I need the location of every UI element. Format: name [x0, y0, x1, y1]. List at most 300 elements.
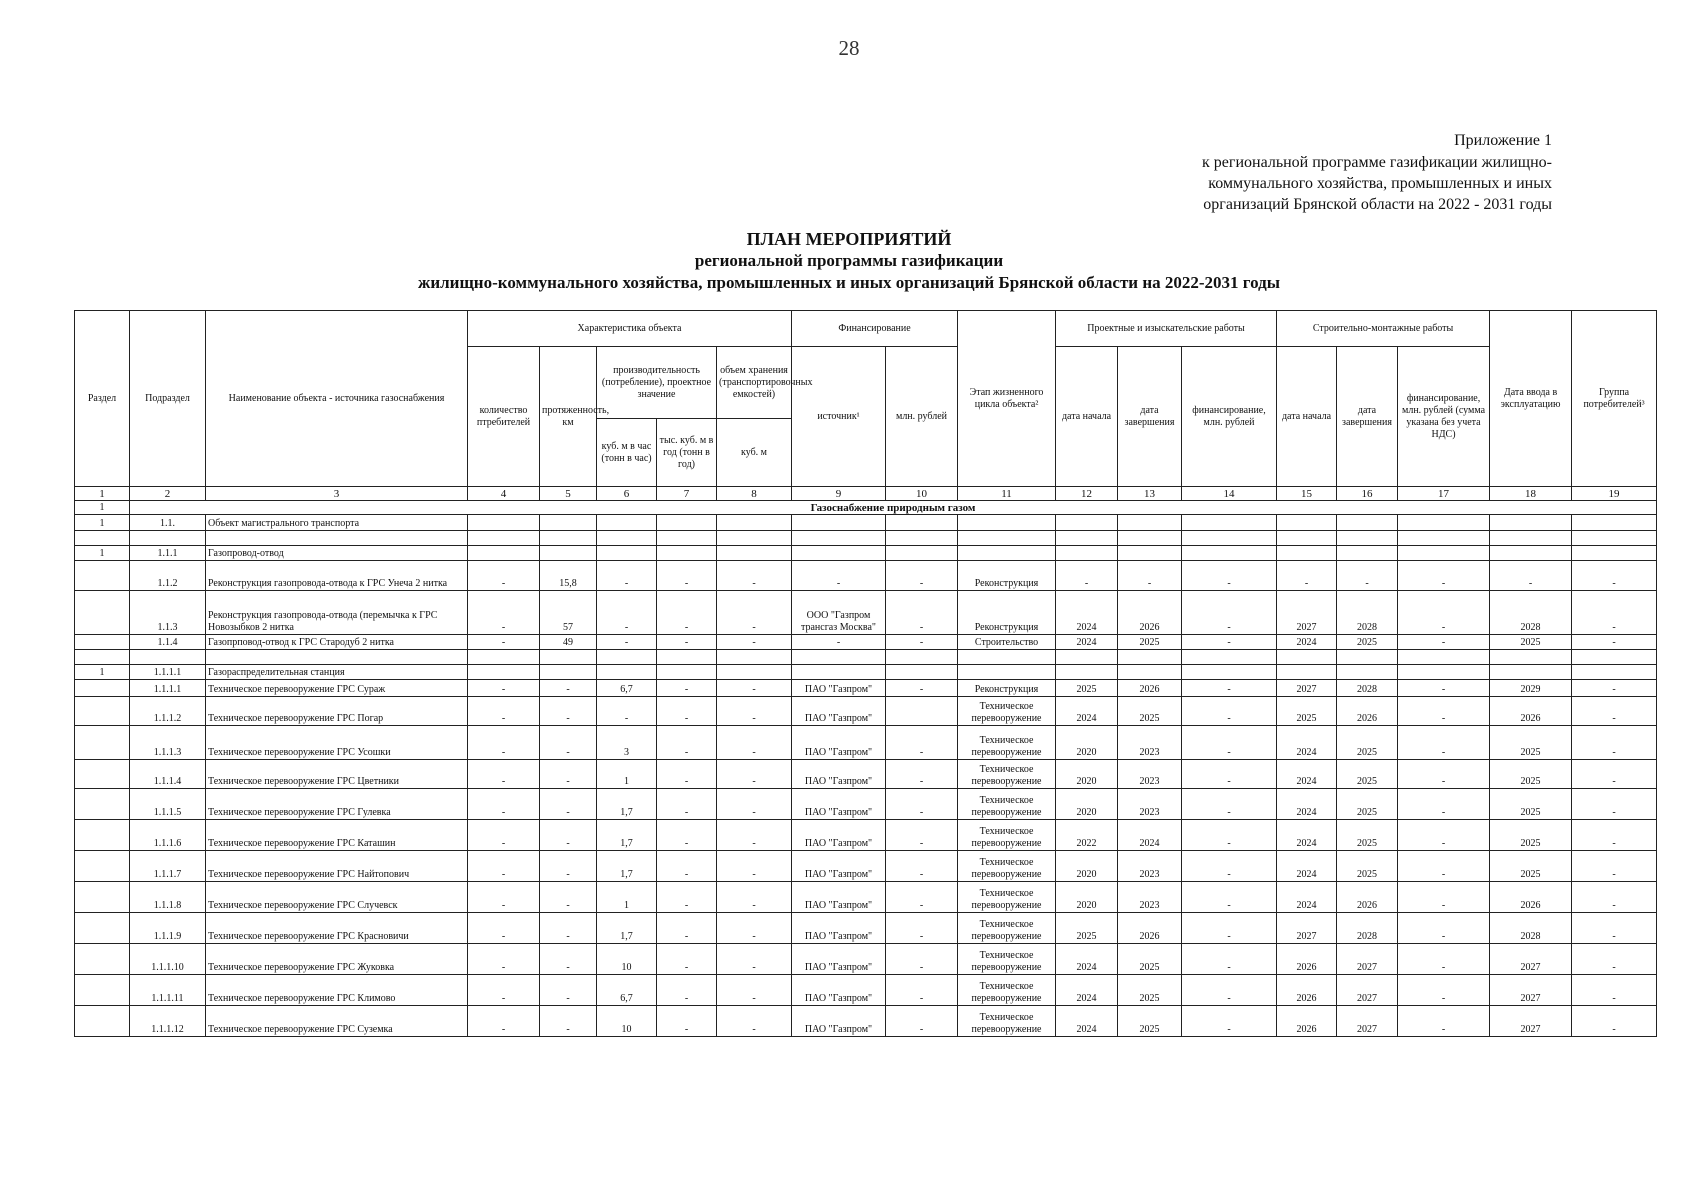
header-construction-financing: финансирование, млн. рублей (сумма указана без учета НДС) — [1398, 347, 1490, 487]
cell-col-6: - — [597, 591, 657, 635]
cell-col-6: 6,7 — [597, 680, 657, 697]
cell-col-14 — [1182, 650, 1277, 665]
cell-col-4 — [468, 665, 540, 680]
column-number: 5 — [540, 487, 597, 501]
cell-col-11: Техническое перевооружение — [958, 882, 1056, 913]
cell-col-12: 2020 — [1056, 726, 1118, 760]
cell-col-6: 1,7 — [597, 913, 657, 944]
cell-col-16 — [1337, 665, 1398, 680]
cell-col-4: - — [468, 760, 540, 789]
cell-col-8 — [717, 531, 792, 546]
cell-col-5: - — [540, 680, 597, 697]
cell-col-19: - — [1572, 760, 1657, 789]
cell-col-13 — [1118, 665, 1182, 680]
cell-col-16: 2027 — [1337, 1006, 1398, 1037]
cell-col-1 — [75, 561, 130, 591]
cell-col-10: - — [886, 591, 958, 635]
cell-col-17 — [1398, 546, 1490, 561]
cell-col-18 — [1490, 665, 1572, 680]
cell-col-3: Техническое перевооружение ГРС Усошки — [206, 726, 468, 760]
table-row — [75, 591, 1657, 635]
cell-col-10: - — [886, 789, 958, 820]
cell-col-1 — [75, 851, 130, 882]
cell-col-10: - — [886, 726, 958, 760]
cell-col-6 — [597, 546, 657, 561]
cell-col-2: 1.1.1.11 — [130, 975, 206, 1006]
cell-col-2: 1.1.1 — [130, 546, 206, 561]
cell-col-3: Техническое перевооружение ГРС Цветники — [206, 760, 468, 789]
column-number: 12 — [1056, 487, 1118, 501]
cell-col-4: - — [468, 820, 540, 851]
cell-col-6: 1 — [597, 882, 657, 913]
cell-col-3: Техническое перевооружение ГРС Найтопович — [206, 851, 468, 882]
cell-col-7: - — [657, 591, 717, 635]
cell-col-10: - — [886, 561, 958, 591]
cell-col-12: 2024 — [1056, 975, 1118, 1006]
cell-col-3: Техническое перевооружение ГРС Сураж — [206, 680, 468, 697]
cell-col-19: - — [1572, 820, 1657, 851]
cell-col-4: - — [468, 851, 540, 882]
header-design-financing: финансирование, млн. рублей — [1182, 347, 1277, 487]
cell-col-5: 15,8 — [540, 561, 597, 591]
cell-col-4: - — [468, 882, 540, 913]
cell-col-6: 1,7 — [597, 820, 657, 851]
cell-col-9: ПАО "Газпром" — [792, 851, 886, 882]
cell-col-14: - — [1182, 944, 1277, 975]
cell-col-3: Техническое перевооружение ГРС Каташин — [206, 820, 468, 851]
column-number: 13 — [1118, 487, 1182, 501]
cell-col-13: - — [1118, 561, 1182, 591]
cell-col-13: 2026 — [1118, 680, 1182, 697]
cell-col-12: 2024 — [1056, 1006, 1118, 1037]
cell-col-2: 1.1.1.5 — [130, 789, 206, 820]
table-row — [75, 913, 1657, 944]
column-number: 9 — [792, 487, 886, 501]
cell-col-9 — [792, 650, 886, 665]
cell-col-3: Газопрповод-отвод к ГРС Стародуб 2 нитка — [206, 635, 468, 650]
column-number: 4 — [468, 487, 540, 501]
cell-col-13: 2026 — [1118, 591, 1182, 635]
cell-col-8: - — [717, 680, 792, 697]
cell-col-11: Техническое перевооружение — [958, 820, 1056, 851]
header-design-start: дата начала — [1056, 347, 1118, 487]
cell-col-18: 2026 — [1490, 697, 1572, 726]
cell-col-14: - — [1182, 760, 1277, 789]
cell-col-9: ПАО "Газпром" — [792, 913, 886, 944]
cell-col-2: 1.1.1.4 — [130, 760, 206, 789]
appendix-block — [1132, 130, 1552, 215]
cell-col-1 — [75, 635, 130, 650]
cell-col-1 — [75, 650, 130, 665]
cell-col-11: Техническое перевооружение — [958, 726, 1056, 760]
cell-col-15: 2024 — [1277, 851, 1337, 882]
header-construction-works: Строительно-монтажные работы — [1277, 311, 1490, 347]
cell-col-11: Техническое перевооружение — [958, 913, 1056, 944]
cell-col-14: - — [1182, 635, 1277, 650]
table-row — [75, 680, 1657, 697]
cell-col-1 — [75, 913, 130, 944]
cell-col-14 — [1182, 546, 1277, 561]
cell-col-4: - — [468, 975, 540, 1006]
cell-col-2: 1.1.1.3 — [130, 726, 206, 760]
cell-col-6: 1,7 — [597, 851, 657, 882]
cell-col-8 — [717, 665, 792, 680]
cell-col-12 — [1056, 531, 1118, 546]
cell-col-1 — [75, 726, 130, 760]
header-financing: Финансирование — [792, 311, 958, 347]
cell-col-18: 2028 — [1490, 913, 1572, 944]
cell-col-6 — [597, 515, 657, 531]
cell-col-17: - — [1398, 975, 1490, 1006]
header-capacity-hour: куб. м в час (тонн в час) — [597, 419, 657, 487]
cell-col-9: ПАО "Газпром" — [792, 1006, 886, 1037]
cell-col-6: 10 — [597, 944, 657, 975]
cell-col-7 — [657, 531, 717, 546]
table-header — [75, 311, 1657, 501]
cell-col-16: 2028 — [1337, 591, 1398, 635]
cell-col-4: - — [468, 789, 540, 820]
cell-col-15: 2026 — [1277, 1006, 1337, 1037]
cell-col-3: Объект магистрального транспорта — [206, 515, 468, 531]
cell-col-14 — [1182, 515, 1277, 531]
cell-col-5: - — [540, 1006, 597, 1037]
cell-col-17: - — [1398, 882, 1490, 913]
cell-col-13: 2026 — [1118, 913, 1182, 944]
cell-col-15: 2024 — [1277, 760, 1337, 789]
cell-col-3: Техническое перевооружение ГРС Случевск — [206, 882, 468, 913]
cell-col-17: - — [1398, 851, 1490, 882]
cell-col-19: - — [1572, 851, 1657, 882]
cell-col-9: ПАО "Газпром" — [792, 726, 886, 760]
cell-col-10 — [886, 665, 958, 680]
appendix-line: организаций Брянской области на 2022 - 2031 годы — [1203, 196, 1552, 213]
cell-col-8 — [717, 650, 792, 665]
table-row — [75, 726, 1657, 760]
cell-col-7: - — [657, 851, 717, 882]
cell-col-12: 2020 — [1056, 882, 1118, 913]
column-number: 19 — [1572, 487, 1657, 501]
table-row — [75, 697, 1657, 726]
cell-col-19 — [1572, 665, 1657, 680]
cell-col-12: 2022 — [1056, 820, 1118, 851]
table-row — [75, 515, 1657, 531]
cell-col-11: Реконструкция — [958, 561, 1056, 591]
cell-col-5 — [540, 531, 597, 546]
cell-col-1: 1 — [75, 515, 130, 531]
section-number-cell: 1 — [75, 501, 130, 515]
cell-col-5: - — [540, 726, 597, 760]
cell-col-12: - — [1056, 561, 1118, 591]
cell-col-12: 2025 — [1056, 680, 1118, 697]
table-row — [75, 820, 1657, 851]
cell-col-4: - — [468, 635, 540, 650]
cell-col-2: 1.1.1.1 — [130, 665, 206, 680]
cell-col-4: - — [468, 697, 540, 726]
cell-col-1 — [75, 975, 130, 1006]
header-podrazdel: Подраздел — [130, 311, 206, 487]
cell-col-17 — [1398, 515, 1490, 531]
cell-col-4: - — [468, 680, 540, 697]
header-consumers: количество птребителей — [468, 347, 540, 487]
cell-col-19: - — [1572, 726, 1657, 760]
header-design-end: дата завершения — [1118, 347, 1182, 487]
cell-col-3: Техническое перевооружение ГРС Погар — [206, 697, 468, 726]
cell-col-15 — [1277, 515, 1337, 531]
cell-col-3: Техническое перевооружение ГРС Жуковка — [206, 944, 468, 975]
column-number: 10 — [886, 487, 958, 501]
cell-col-7: - — [657, 680, 717, 697]
cell-col-4: - — [468, 1006, 540, 1037]
cell-col-15: 2024 — [1277, 635, 1337, 650]
cell-col-2: 1.1.2 — [130, 561, 206, 591]
cell-col-12: 2024 — [1056, 635, 1118, 650]
cell-col-15 — [1277, 546, 1337, 561]
cell-col-10: - — [886, 635, 958, 650]
header-commission-date: Дата ввода в эксплуатацию — [1490, 311, 1572, 487]
cell-col-15: 2027 — [1277, 913, 1337, 944]
cell-col-18: 2027 — [1490, 975, 1572, 1006]
cell-col-3: Техническое перевооружение ГРС Суземка — [206, 1006, 468, 1037]
cell-col-1 — [75, 820, 130, 851]
cell-col-11: Техническое перевооружение — [958, 697, 1056, 726]
cell-col-4: - — [468, 913, 540, 944]
header-length: протяженность, км — [540, 347, 597, 487]
cell-col-3 — [206, 650, 468, 665]
cell-col-8 — [717, 546, 792, 561]
cell-col-5: - — [540, 882, 597, 913]
cell-col-19: - — [1572, 913, 1657, 944]
header-source: источник¹ — [792, 347, 886, 487]
cell-col-19: - — [1572, 789, 1657, 820]
cell-col-12 — [1056, 515, 1118, 531]
title-line: жилищно-коммунального хозяйства, промышленных и иных организаций Брянской области на 2022-2031 годы — [418, 273, 1280, 292]
cell-col-5: - — [540, 820, 597, 851]
cell-col-10: - — [886, 882, 958, 913]
cell-col-2: 1.1.1.6 — [130, 820, 206, 851]
cell-col-1 — [75, 697, 130, 726]
appendix-line: коммунального хозяйства, промышленных и иных — [1208, 175, 1552, 192]
cell-col-9 — [792, 515, 886, 531]
cell-col-13: 2025 — [1118, 697, 1182, 726]
cell-col-14: - — [1182, 820, 1277, 851]
table-row — [75, 944, 1657, 975]
cell-col-6: 1,7 — [597, 789, 657, 820]
cell-col-2: 1.1.1.8 — [130, 882, 206, 913]
cell-col-16: 2026 — [1337, 882, 1398, 913]
cell-col-8: - — [717, 1006, 792, 1037]
cell-col-14: - — [1182, 882, 1277, 913]
cell-col-7: - — [657, 561, 717, 591]
cell-col-8 — [717, 515, 792, 531]
cell-col-3: Газопровод-отвод — [206, 546, 468, 561]
cell-col-5: - — [540, 697, 597, 726]
cell-col-16: 2025 — [1337, 635, 1398, 650]
cell-col-17 — [1398, 531, 1490, 546]
cell-col-15: 2026 — [1277, 944, 1337, 975]
cell-col-7: - — [657, 944, 717, 975]
cell-col-17: - — [1398, 1006, 1490, 1037]
cell-col-8: - — [717, 760, 792, 789]
cell-col-4 — [468, 546, 540, 561]
cell-col-17 — [1398, 665, 1490, 680]
cell-col-5: - — [540, 975, 597, 1006]
cell-col-7 — [657, 650, 717, 665]
cell-col-17: - — [1398, 635, 1490, 650]
cell-col-19: - — [1572, 561, 1657, 591]
cell-col-15: 2027 — [1277, 680, 1337, 697]
cell-col-18: 2028 — [1490, 591, 1572, 635]
table-row — [75, 665, 1657, 680]
cell-col-11 — [958, 650, 1056, 665]
cell-col-12: 2020 — [1056, 851, 1118, 882]
cell-col-19 — [1572, 531, 1657, 546]
section-row — [75, 501, 1657, 515]
cell-col-1 — [75, 789, 130, 820]
cell-col-8: - — [717, 789, 792, 820]
header-construction-end: дата завершения — [1337, 347, 1398, 487]
header-razdel: Раздел — [75, 311, 130, 487]
cell-col-5 — [540, 665, 597, 680]
cell-col-13: 2023 — [1118, 726, 1182, 760]
cell-col-15: 2025 — [1277, 697, 1337, 726]
cell-col-18: 2025 — [1490, 851, 1572, 882]
cell-col-12 — [1056, 546, 1118, 561]
cell-col-7: - — [657, 975, 717, 1006]
cell-col-10 — [886, 650, 958, 665]
table-row — [75, 760, 1657, 789]
cell-col-14: - — [1182, 851, 1277, 882]
cell-col-2: 1.1.1.7 — [130, 851, 206, 882]
header-design-works: Проектные и изыскательские работы — [1056, 311, 1277, 347]
page-number: 28 — [838, 36, 860, 60]
column-number: 2 — [130, 487, 206, 501]
cell-col-14: - — [1182, 591, 1277, 635]
cell-col-12: 2024 — [1056, 697, 1118, 726]
cell-col-7: - — [657, 697, 717, 726]
cell-col-3: Реконструкция газопровода-отвода к ГРС Унеча 2 нитка — [206, 561, 468, 591]
cell-col-19: - — [1572, 882, 1657, 913]
cell-col-10 — [886, 531, 958, 546]
cell-col-13 — [1118, 650, 1182, 665]
cell-col-18: 2027 — [1490, 1006, 1572, 1037]
cell-col-14 — [1182, 665, 1277, 680]
cell-col-15: 2027 — [1277, 591, 1337, 635]
header-stage: Этап жизненного цикла объекта² — [958, 311, 1056, 487]
cell-col-18: 2026 — [1490, 882, 1572, 913]
cell-col-19: - — [1572, 944, 1657, 975]
cell-col-10: - — [886, 1006, 958, 1037]
cell-col-12 — [1056, 665, 1118, 680]
cell-col-10: - — [886, 851, 958, 882]
header-construction-start: дата начала — [1277, 347, 1337, 487]
column-number: 16 — [1337, 487, 1398, 501]
column-number-row — [75, 487, 1657, 501]
cell-col-14: - — [1182, 680, 1277, 697]
cell-col-9: - — [792, 561, 886, 591]
cell-col-10: - — [886, 944, 958, 975]
cell-col-13 — [1118, 515, 1182, 531]
column-number: 6 — [597, 487, 657, 501]
cell-col-7 — [657, 665, 717, 680]
cell-col-13: 2025 — [1118, 975, 1182, 1006]
cell-col-8: - — [717, 882, 792, 913]
cell-col-13: 2023 — [1118, 789, 1182, 820]
cell-col-10: - — [886, 975, 958, 1006]
cell-col-18: 2027 — [1490, 944, 1572, 975]
cell-col-9: ООО "Газпром трансгаз Москва" — [792, 591, 886, 635]
cell-col-2: 1.1.1.12 — [130, 1006, 206, 1037]
table-row — [75, 1006, 1657, 1037]
cell-col-5: 49 — [540, 635, 597, 650]
cell-col-3: Реконструкция газопровода-отвода (перемычка к ГРС Новозыбков 2 нитка — [206, 591, 468, 635]
cell-col-9: ПАО "Газпром" — [792, 760, 886, 789]
cell-col-3 — [206, 531, 468, 546]
cell-col-15: 2024 — [1277, 726, 1337, 760]
cell-col-9 — [792, 546, 886, 561]
cell-col-1: 1 — [75, 665, 130, 680]
cell-col-19 — [1572, 515, 1657, 531]
table-row — [75, 975, 1657, 1006]
cell-col-1 — [75, 944, 130, 975]
cell-col-16 — [1337, 546, 1398, 561]
cell-col-8: - — [717, 820, 792, 851]
cell-col-11: Техническое перевооружение — [958, 851, 1056, 882]
cell-col-18 — [1490, 546, 1572, 561]
cell-col-8: - — [717, 944, 792, 975]
cell-col-9: ПАО "Газпром" — [792, 820, 886, 851]
cell-col-4: - — [468, 591, 540, 635]
cell-col-4 — [468, 515, 540, 531]
cell-col-3: Техническое перевооружение ГРС Красновичи — [206, 913, 468, 944]
cell-col-1 — [75, 591, 130, 635]
cell-col-14: - — [1182, 561, 1277, 591]
cell-col-2 — [130, 650, 206, 665]
cell-col-11: Реконструкция — [958, 591, 1056, 635]
cell-col-13: 2025 — [1118, 635, 1182, 650]
cell-col-9: ПАО "Газпром" — [792, 697, 886, 726]
cell-col-11: Техническое перевооружение — [958, 789, 1056, 820]
header-capacity-year: тыс. куб. м в год (тонн в год) — [657, 419, 717, 487]
cell-col-2: 1.1.1.1 — [130, 680, 206, 697]
cell-col-14: - — [1182, 726, 1277, 760]
cell-col-1 — [75, 680, 130, 697]
cell-col-9 — [792, 665, 886, 680]
cell-col-18: 2025 — [1490, 820, 1572, 851]
cell-col-19: - — [1572, 975, 1657, 1006]
cell-col-18 — [1490, 650, 1572, 665]
cell-col-5: - — [540, 760, 597, 789]
cell-col-10: - — [886, 913, 958, 944]
cell-col-16: 2027 — [1337, 975, 1398, 1006]
cell-col-15 — [1277, 665, 1337, 680]
cell-col-6: 1 — [597, 760, 657, 789]
cell-col-18: 2025 — [1490, 760, 1572, 789]
cell-col-6 — [597, 665, 657, 680]
cell-col-8: - — [717, 697, 792, 726]
table-row — [75, 650, 1657, 665]
cell-col-1 — [75, 1006, 130, 1037]
cell-col-14: - — [1182, 975, 1277, 1006]
cell-col-5 — [540, 650, 597, 665]
cell-col-15 — [1277, 531, 1337, 546]
cell-col-10: - — [886, 680, 958, 697]
cell-col-2: 1.1.1.2 — [130, 697, 206, 726]
column-number: 17 — [1398, 487, 1490, 501]
cell-col-18: 2029 — [1490, 680, 1572, 697]
cell-col-19 — [1572, 650, 1657, 665]
cell-col-11 — [958, 665, 1056, 680]
cell-col-6: 10 — [597, 1006, 657, 1037]
